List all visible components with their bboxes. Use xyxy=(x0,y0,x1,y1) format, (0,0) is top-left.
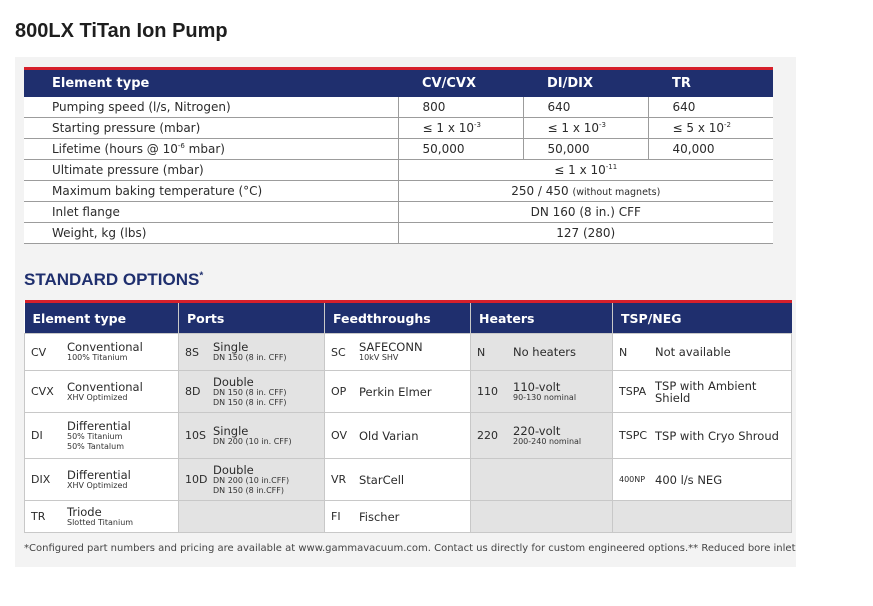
el-label xyxy=(67,341,143,363)
port-label xyxy=(213,341,287,363)
el-cell xyxy=(25,459,179,501)
ft-name: StarCell xyxy=(359,472,405,487)
ft-label xyxy=(359,430,418,442)
ft-label xyxy=(359,386,432,398)
port-cell-content xyxy=(185,425,324,447)
tsp-label xyxy=(655,474,722,486)
table-row xyxy=(24,118,773,139)
ft-cell-content xyxy=(331,385,470,398)
port-code: 10S xyxy=(185,429,206,442)
el-cell xyxy=(25,413,179,459)
ft-name: Perkin Elmer xyxy=(359,384,432,399)
options-header-ports: Ports xyxy=(179,302,325,334)
el-code: DIX xyxy=(31,473,51,486)
tsp-name: TSP with Cryo Shroud xyxy=(655,428,779,443)
table-row xyxy=(25,371,792,413)
el-label xyxy=(67,420,131,452)
options-header-heaters: Heaters xyxy=(471,302,613,334)
ft-cell-content xyxy=(331,510,470,523)
row-label: Maximum baking temperature (°C) xyxy=(24,181,398,202)
el-cell-content xyxy=(31,420,178,452)
ft-cell xyxy=(325,413,471,459)
port-cell xyxy=(179,334,325,371)
el-code: DI xyxy=(31,429,43,442)
tsp-label xyxy=(655,380,791,404)
port-cell xyxy=(179,501,325,533)
ht-cell xyxy=(471,459,613,501)
cell-value: 40,000 xyxy=(648,139,773,160)
options-table xyxy=(24,300,792,533)
table-row xyxy=(24,160,773,181)
cell-value: 640 xyxy=(523,97,648,118)
ht-cell xyxy=(471,413,613,459)
port-sub: DN 150 (8 in.CFF) xyxy=(213,485,284,495)
cell-value: DN 160 (8 in.) CFF xyxy=(398,202,773,223)
ft-cell xyxy=(325,459,471,501)
el-name: Conventional xyxy=(67,379,143,394)
spec-table xyxy=(24,67,773,244)
tsp-code: TSPA xyxy=(619,385,647,398)
ht-code: 110 xyxy=(477,385,498,398)
el-code: CV xyxy=(31,345,47,359)
tsp-name: Not available xyxy=(655,345,731,359)
options-header-tsp: TSP/NEG xyxy=(613,302,792,334)
port-cell-content xyxy=(185,341,324,363)
cell-value: 127 (280) xyxy=(398,223,773,244)
ft-label xyxy=(359,474,404,486)
cell-value: ≤ 1 x $10^{-3}$ xyxy=(398,118,523,139)
ht-cell xyxy=(471,501,613,533)
options-header-row xyxy=(25,302,792,334)
cell-value: 640 xyxy=(648,97,773,118)
spec-header-row xyxy=(24,69,773,98)
port-label xyxy=(213,425,292,447)
ft-code: VR xyxy=(331,473,347,486)
ft-cell xyxy=(325,371,471,413)
port-name: Single xyxy=(213,340,249,354)
el-code: CVX xyxy=(31,385,54,398)
el-sub: XHV Optimized xyxy=(67,392,128,402)
el-cell xyxy=(25,334,179,371)
tsp-cell-content xyxy=(619,429,791,442)
table-row xyxy=(24,139,773,160)
el-label xyxy=(67,469,131,491)
ht-sub: 90-130 nominal xyxy=(513,392,577,402)
ft-code: OV xyxy=(331,429,347,442)
tsp-cell xyxy=(613,334,792,371)
tsp-cell-content xyxy=(619,474,791,486)
options-header-feedthroughs: Feedthroughs xyxy=(325,302,471,334)
ft-cell-content xyxy=(331,341,470,363)
table-row xyxy=(25,413,792,459)
cell-value: 50,000 xyxy=(398,139,523,160)
el-cell xyxy=(25,371,179,413)
ht-cell-content xyxy=(477,381,612,403)
ft-cell-content xyxy=(331,473,470,486)
options-header-element: Element type xyxy=(25,302,179,334)
port-sub: DN 150 (8 in. CFF) xyxy=(213,387,287,397)
el-name: Conventional xyxy=(67,340,143,354)
ft-code: SC xyxy=(331,345,346,359)
ft-name: Fischer xyxy=(359,509,400,524)
port-code: 8S xyxy=(185,345,199,359)
ht-name: No heaters xyxy=(513,345,577,359)
tsp-code: N xyxy=(619,345,628,359)
el-name: Triode xyxy=(67,504,102,519)
ht-name: 110-volt xyxy=(513,379,561,394)
cell-value: ≤ 5 x $10^{-2}$ xyxy=(648,118,773,139)
port-cell xyxy=(179,371,325,413)
port-sub: DN 200 (10 in. CFF) xyxy=(213,436,292,446)
ht-cell-content xyxy=(477,425,612,447)
tsp-cell xyxy=(613,459,792,501)
el-sub: 50% Titanium xyxy=(67,431,123,441)
ft-name: SAFECONN xyxy=(359,340,423,354)
el-cell-content xyxy=(31,506,178,528)
ht-cell-content xyxy=(477,346,612,359)
tsp-cell xyxy=(613,501,792,533)
cell-value: 50,000 xyxy=(523,139,648,160)
spec-header-tr: TR xyxy=(648,69,773,98)
cell-value: 800 xyxy=(398,97,523,118)
el-sub: 50% Tantalum xyxy=(67,441,124,451)
el-name: Differential xyxy=(67,467,131,482)
port-cell-content xyxy=(185,376,324,408)
tsp-code: TSPC xyxy=(619,429,648,442)
port-sub: DN 200 (10 in.CFF) xyxy=(213,475,290,485)
tsp-code: 400NP xyxy=(619,475,646,484)
tsp-name: TSP with Ambient Shield xyxy=(655,378,757,405)
port-cell xyxy=(179,459,325,501)
tsp-cell xyxy=(613,371,792,413)
port-sub: DN 150 (8 in. CFF) xyxy=(213,397,287,407)
port-label xyxy=(213,464,289,496)
ht-code: N xyxy=(477,345,486,359)
table-row xyxy=(24,97,773,118)
spec-header-cv: CV/CVX xyxy=(398,69,523,98)
cell-value: ≤ 1 x $10^{-11}$ xyxy=(398,160,773,181)
row-label: Ultimate pressure (mbar) xyxy=(24,160,398,181)
table-row xyxy=(24,202,773,223)
el-code: TR xyxy=(31,510,46,523)
el-label xyxy=(67,381,143,403)
ht-name: 220-volt xyxy=(513,423,561,438)
port-sub: DN 150 (8 in. CFF) xyxy=(213,353,287,362)
ft-cell xyxy=(325,501,471,533)
table-row xyxy=(25,334,792,371)
tsp-label xyxy=(655,346,731,358)
ft-sub: 10kV SHV xyxy=(359,353,399,362)
spec-header-di: DI/DIX xyxy=(523,69,648,98)
table-row xyxy=(24,181,773,202)
spec-header-element: Element type xyxy=(24,69,398,98)
tsp-label xyxy=(655,430,779,442)
cell-value: 250 / 450 (without magnets) xyxy=(398,181,773,202)
port-label xyxy=(213,376,287,408)
ft-code: FI xyxy=(331,510,341,523)
page-title: 800LX TiTan Ion Pump xyxy=(15,20,228,42)
el-label xyxy=(67,506,133,528)
ft-code: OP xyxy=(331,385,347,398)
options-title: STANDARD OPTIONS* xyxy=(24,270,204,289)
el-cell-content xyxy=(31,381,178,403)
ht-label xyxy=(513,346,576,358)
ht-code: 220 xyxy=(477,429,498,442)
port-code: 10D xyxy=(185,473,208,486)
port-name: Double xyxy=(213,374,254,389)
tsp-cell-content xyxy=(619,346,791,359)
ht-cell xyxy=(471,371,613,413)
row-label: Pumping speed (l/s, Nitrogen) xyxy=(24,97,398,118)
port-code: 8D xyxy=(185,385,201,398)
ht-label xyxy=(513,425,581,447)
ft-cell-content xyxy=(331,429,470,442)
row-label: Lifetime (hours @ $10^{-6}$ mbar) xyxy=(24,139,398,160)
row-label: Inlet flange xyxy=(24,202,398,223)
table-row xyxy=(24,223,773,244)
tsp-cell xyxy=(613,413,792,459)
ht-label xyxy=(513,381,576,403)
el-sub: 100% Titanium xyxy=(67,353,128,362)
port-name: Double xyxy=(213,462,254,477)
port-cell-content xyxy=(185,464,324,496)
ht-cell xyxy=(471,334,613,371)
options-body xyxy=(25,334,792,533)
ft-name: Old Varian xyxy=(359,428,419,443)
tsp-name: 400 l/s NEG xyxy=(655,472,723,487)
table-row xyxy=(25,501,792,533)
el-cell-content xyxy=(31,469,178,491)
el-sub: XHV Optimized xyxy=(67,480,128,490)
row-label: Starting pressure (mbar) xyxy=(24,118,398,139)
row-label: Weight, kg (lbs) xyxy=(24,223,398,244)
ft-cell xyxy=(325,334,471,371)
el-cell xyxy=(25,501,179,533)
tsp-cell-content xyxy=(619,380,791,404)
el-sub: Slotted Titanium xyxy=(67,517,134,527)
ht-sub: 200-240 nominal xyxy=(513,436,582,446)
ft-label xyxy=(359,341,423,363)
port-name: Single xyxy=(213,423,249,438)
table-row xyxy=(25,459,792,501)
ft-label xyxy=(359,511,399,523)
el-cell-content xyxy=(31,341,178,363)
footnote: *Configured part numbers and pricing are available at www.gammavacuum.com. Contact us directly for custom engineered options.** Reduced bore inlet xyxy=(24,543,796,554)
el-name: Differential xyxy=(67,418,131,433)
port-cell xyxy=(179,413,325,459)
cell-value: ≤ 1 x $10^{-3}$ xyxy=(523,118,648,139)
